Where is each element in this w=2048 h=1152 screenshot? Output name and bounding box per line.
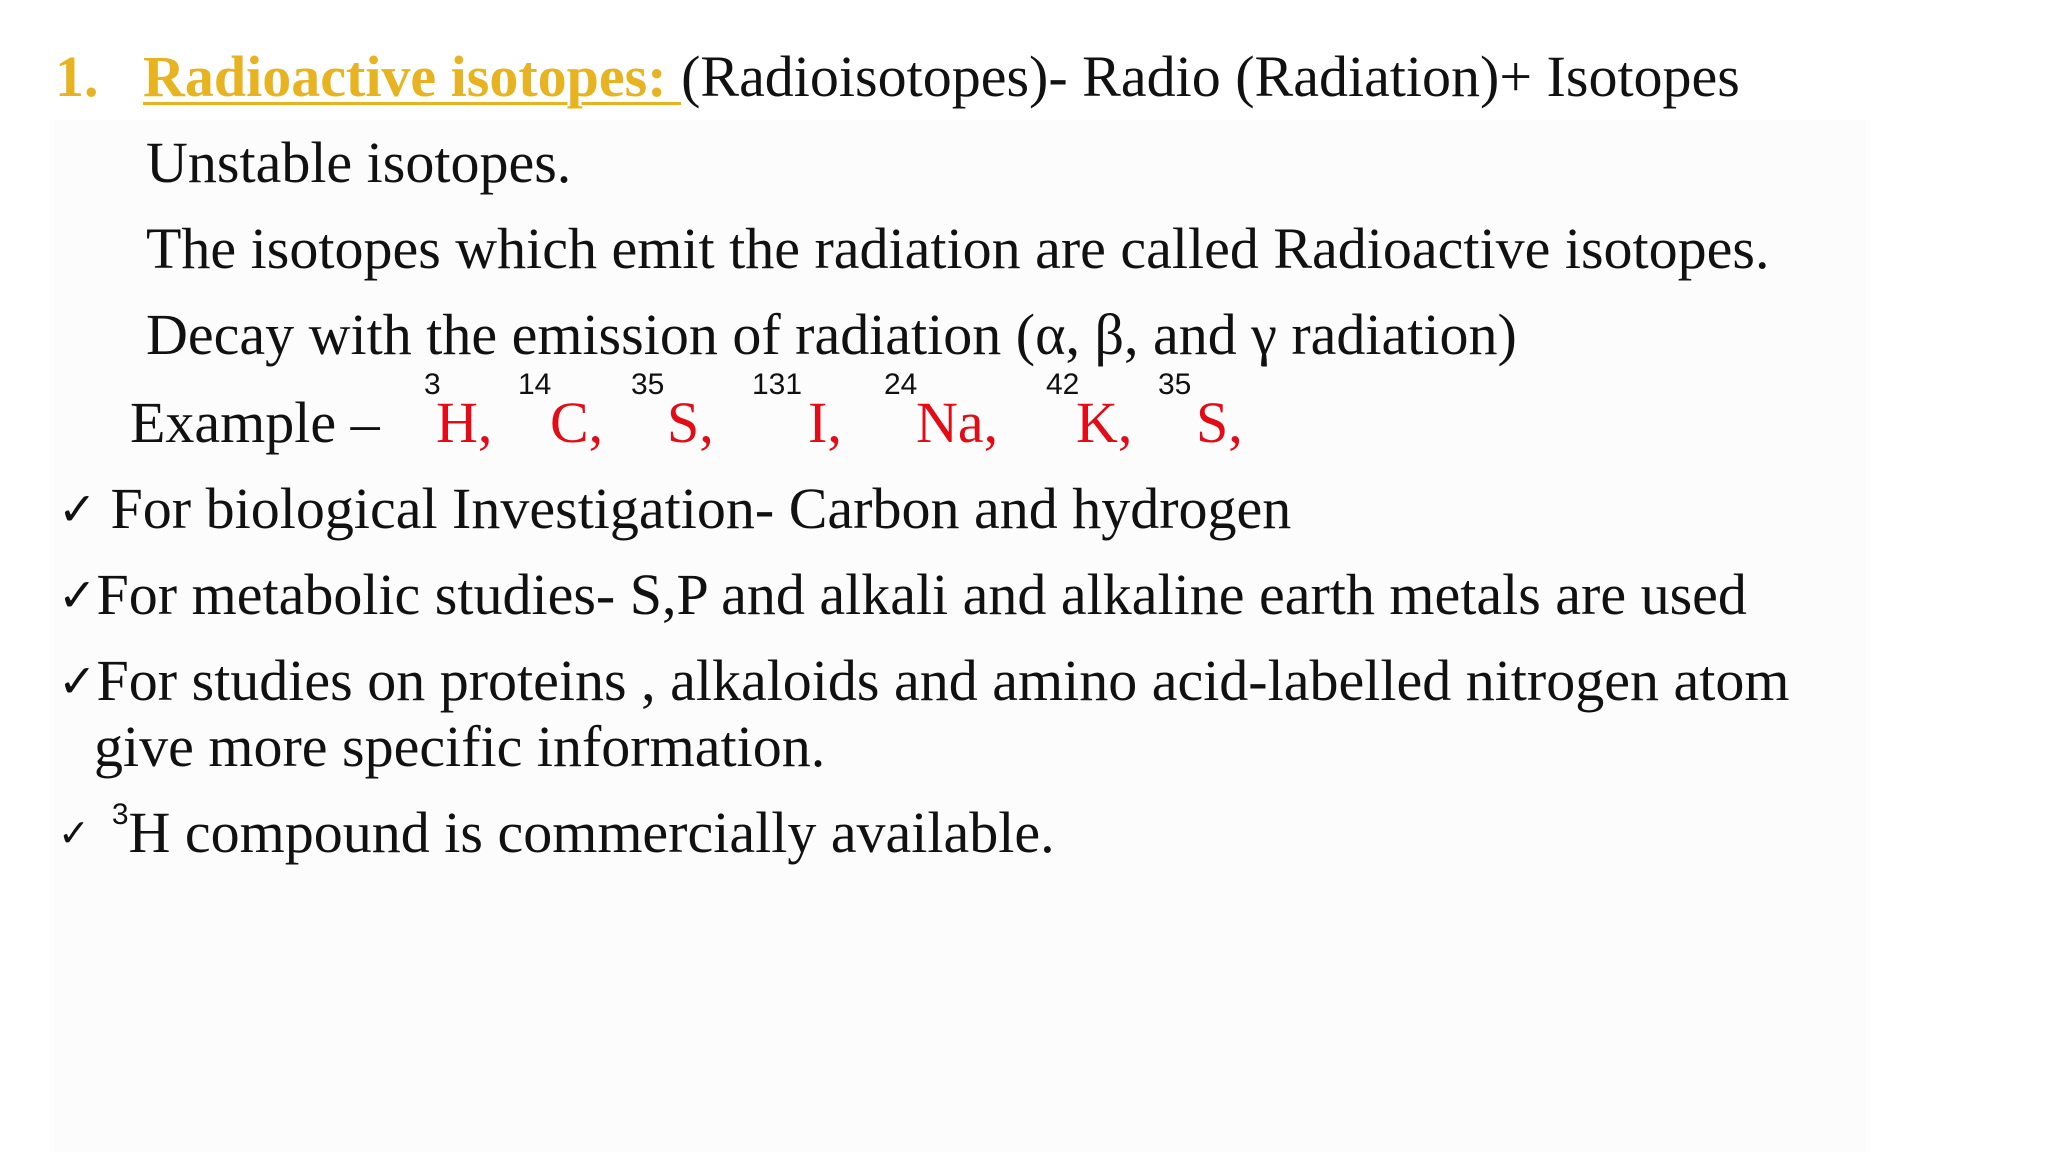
isotope-na24 xyxy=(884,368,999,458)
heading-rest: (Radioisotopes)- Radio (Radiation)+ Isotopes xyxy=(681,44,1740,109)
isotope-h3 xyxy=(424,368,493,458)
check-item-biological xyxy=(58,474,1291,544)
example-label: Example – xyxy=(130,390,380,455)
isotope-mass: 14 xyxy=(518,368,552,401)
isotope-s35-second xyxy=(1158,368,1243,458)
check-icon: ✓ xyxy=(58,568,97,622)
unstable-line: Unstable isotopes. xyxy=(146,130,572,195)
isotope-k42 xyxy=(1046,368,1133,458)
check-item-tritium xyxy=(58,798,1055,878)
check-item-metabolic xyxy=(58,560,1747,630)
check-text: For biological Investigation- Carbon and hydrogen xyxy=(110,476,1292,541)
isotope-symbol: H, xyxy=(436,390,493,455)
decay-line: Decay with the emission of radiation (α, β, and γ radiation) xyxy=(146,302,1517,367)
isotope-i131 xyxy=(752,368,842,458)
check-text: For studies on proteins , alkaloids and amino acid-labelled nitrogen atom xyxy=(96,648,1790,713)
isotope-c14 xyxy=(518,368,604,458)
check-item-proteins-continuation: give more specific information. xyxy=(94,714,826,779)
heading-number: 1. xyxy=(55,44,99,109)
tritium-mass: 3 xyxy=(111,798,129,831)
heading-term: Radioactive isotopes: xyxy=(143,44,682,109)
isotope-mass: 42 xyxy=(1046,368,1080,401)
check-icon: ✓ xyxy=(58,811,90,855)
example-row xyxy=(130,368,1330,468)
isotope-symbol: S, xyxy=(1196,390,1243,455)
isotope-mass: 35 xyxy=(631,368,665,401)
heading-line xyxy=(143,42,1740,112)
isotope-symbol: S, xyxy=(667,390,714,455)
isotope-mass: 3 xyxy=(424,368,441,401)
check-text: For metabolic studies- S,P and alkali and alkaline earth metals are used xyxy=(96,562,1747,627)
isotope-symbol: I, xyxy=(808,390,842,455)
definition-line: The isotopes which emit the radiation are called Radioactive isotopes. xyxy=(146,216,1770,281)
check-item-proteins xyxy=(58,646,1789,716)
isotope-symbol: Na, xyxy=(916,390,999,455)
check-icon: ✓ xyxy=(58,654,97,708)
isotope-symbol: K, xyxy=(1076,390,1133,455)
check-text: H compound is commercially available. xyxy=(128,800,1055,865)
isotope-mass: 131 xyxy=(752,368,803,401)
isotope-mass: 24 xyxy=(884,368,918,401)
isotope-symbol: C, xyxy=(550,390,604,455)
isotope-s35 xyxy=(631,368,714,458)
check-icon: ✓ xyxy=(58,482,97,536)
isotope-mass: 35 xyxy=(1158,368,1192,401)
